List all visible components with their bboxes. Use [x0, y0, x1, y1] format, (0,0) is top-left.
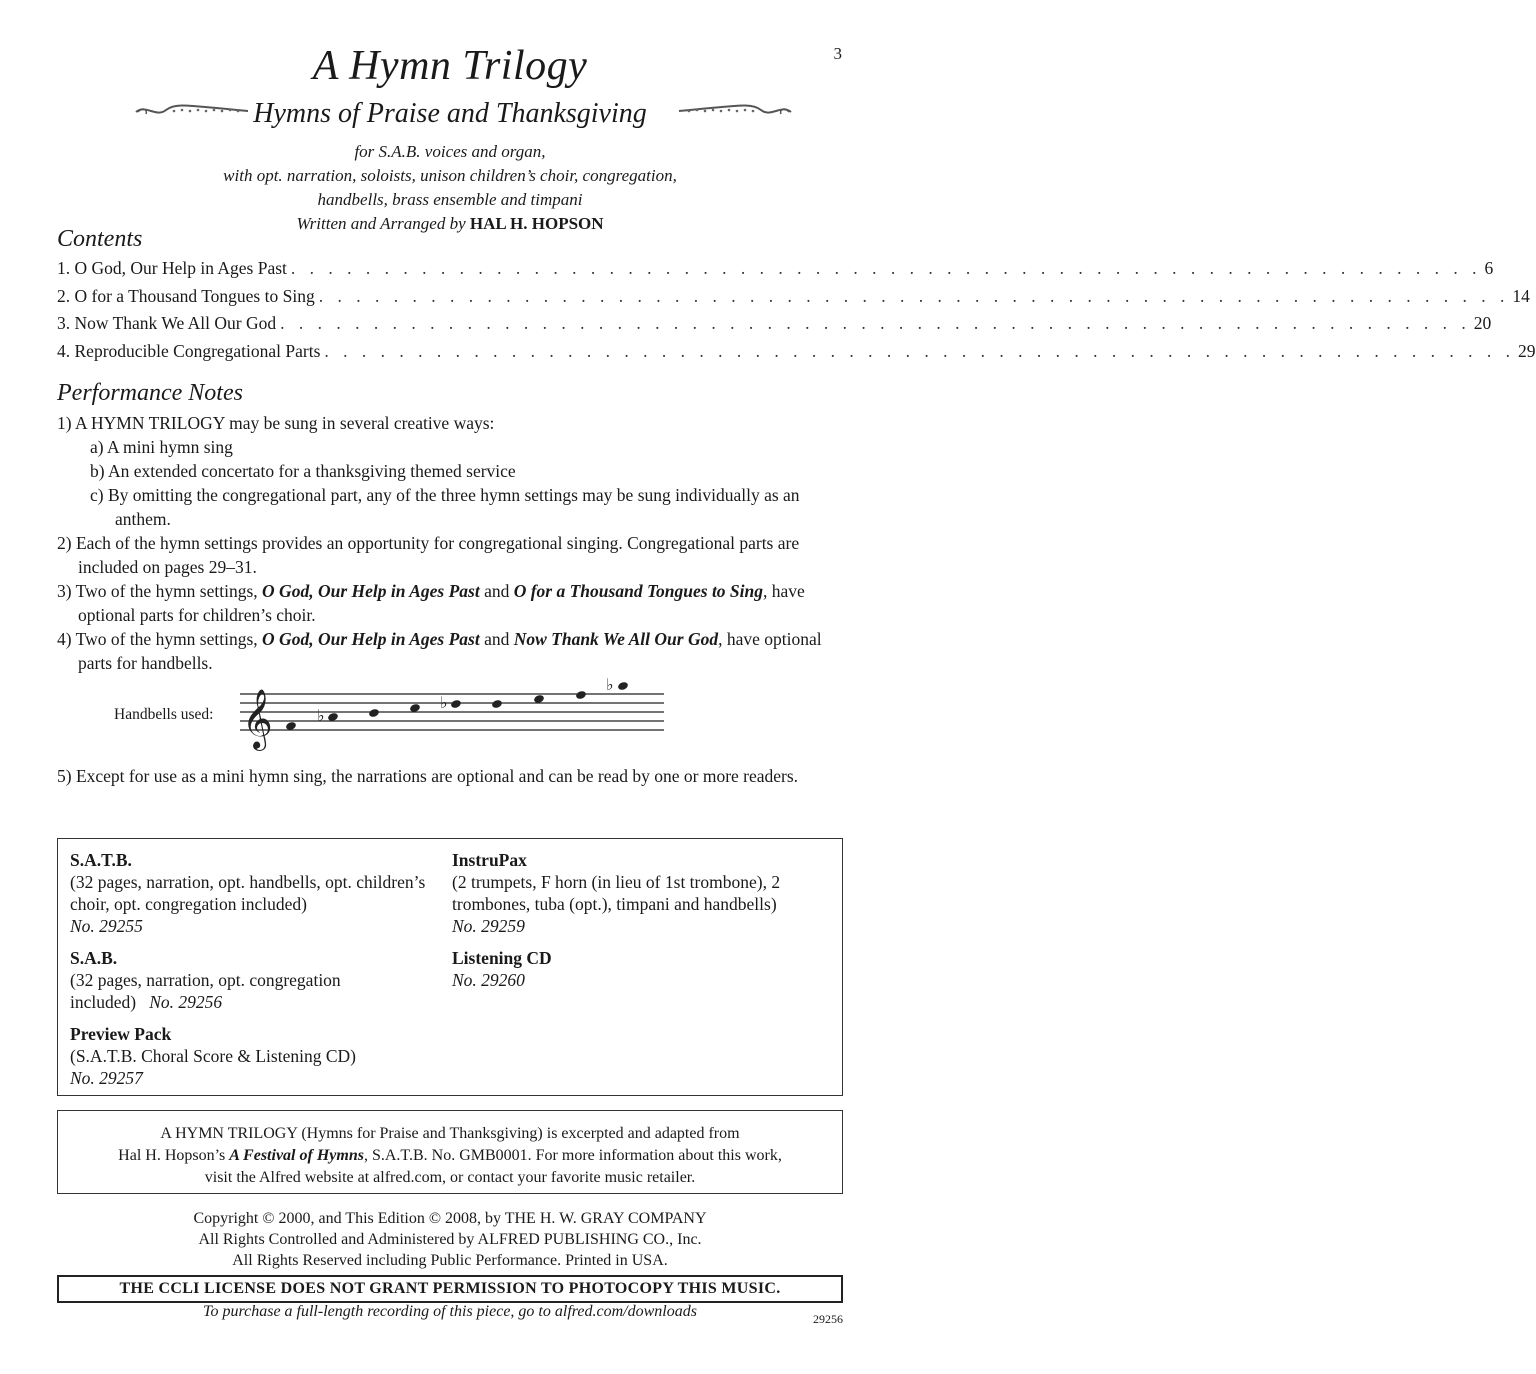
notice-prefix: Hal H. Hopson’s — [118, 1147, 230, 1164]
notice-line-2 — [58, 1145, 842, 1167]
copyright-line-3: All Rights Reserved including Public Performance. Printed in USA. — [232, 1252, 668, 1269]
performance-notes — [57, 411, 847, 675]
ccli-warning: THE CCLI LICENSE DOES NOT GRANT PERMISSION TO PHOTOCOPY THIS MUSIC. — [57, 1275, 843, 1303]
toc-leader: . . . . . . . . . . . . . . . . . . . . . . . . . . . . . . . . . . . . . . . . . . . . . . . . . . . . . . . . . . . . . . . . — [318, 286, 1510, 306]
copyright — [0, 1208, 900, 1271]
edition-number: No. 29255 — [70, 916, 143, 936]
excerpt-notice — [57, 1110, 843, 1194]
note-1a: a) A mini hymn sing — [90, 437, 233, 457]
edition-name: S.A.B. — [70, 948, 118, 968]
toc-row — [57, 283, 1530, 310]
edition-description — [70, 969, 440, 1013]
note-5: 5) Except for use as a mini hymn sing, the narrations are optional and can be read by one or more readers. — [57, 766, 799, 786]
treble-clef-icon: 𝄞 — [242, 689, 273, 749]
edition-number: No. 29259 — [452, 916, 525, 936]
toc-page: 29 — [1518, 341, 1536, 361]
credits-line-1: for S.A.B. voices and organ, — [354, 142, 546, 161]
staff-lines — [240, 694, 664, 730]
note-4-suffix: , have optional parts for handbells. — [78, 629, 822, 673]
note-4-and: and — [479, 629, 514, 649]
edition-name: S.A.T.B. — [70, 850, 132, 870]
catalog-number: 29256 — [813, 1312, 843, 1326]
toc-title: 1. O God, Our Help in Ages Past — [57, 258, 287, 278]
notice-line-3: visit the Alfred website at alfred.com, or contact your favorite music retailer. — [204, 1169, 696, 1186]
page-title: A Hymn Trilogy — [312, 43, 588, 89]
edition-name: Listening CD — [452, 948, 552, 968]
note-4 — [57, 627, 847, 675]
toc-leader: . . . . . . . . . . . . . . . . . . . . . . . . . . . . . . . . . . . . . . . . . . . . . . . . . . . . . . . . . . . . . . . . — [324, 341, 1516, 361]
note-3-title-2: O for a Thousand Tongues to Sing — [513, 581, 764, 601]
edition-number: No. 29260 — [452, 970, 525, 990]
toc-page: 14 — [1512, 286, 1530, 306]
note-1c: c) By omitting the congregational part, any of the three hymn settings may be sung individually as an anthem. — [90, 485, 800, 529]
note-1b: b) An extended concertato for a thanksgiving themed service — [90, 461, 516, 481]
toc-leader: . . . . . . . . . . . . . . . . . . . . . . . . . . . . . . . . . . . . . . . . . . . . . . . . . . . . . . . . . . . . . . . . — [280, 313, 1471, 333]
notice-line-1: A HYMN TRILOGY (Hymns for Praise and Thanksgiving) is excerpted and adapted from — [160, 1125, 740, 1142]
copyright-line-1: Copyright © 2000, and This Edition © 2008, by THE H. W. GRAY COMPANY — [193, 1210, 707, 1227]
toc-leader: . . . . . . . . . . . . . . . . . . . . . . . . . . . . . . . . . . . . . . . . . . . . . . . . . . . . . . . . . . . . . . . . — [290, 258, 1482, 278]
performance-notes-heading: Performance Notes — [57, 380, 243, 406]
credits — [0, 140, 900, 236]
edition-description: (32 pages, narration, opt. handbells, opt. children’s choir, opt. congregation included) — [70, 872, 426, 914]
toc-row — [57, 338, 1536, 365]
edition-description: (2 trumpets, F horn (in lieu of 1st trombone), 2 trombones, tuba (opt.), timpani and handbells) — [452, 872, 781, 914]
edition-name: Preview Pack — [70, 1024, 172, 1044]
page-number: 3 — [833, 44, 842, 63]
note-2: 2) Each of the hymn settings provides an opportunity for congregational singing. Congregational parts are included on pages 29–31. — [57, 533, 800, 577]
note-3 — [57, 579, 847, 627]
note-4-title-1: O God, Our Help in Ages Past — [262, 629, 480, 649]
note-3-suffix: , have optional parts for children’s choir. — [78, 581, 805, 625]
editions-left-column — [70, 849, 440, 1089]
right-ornament-icon — [675, 100, 795, 122]
note-3-and: and — [479, 581, 514, 601]
notice-suffix: , S.A.T.B. No. GMB0001. For more information about this work, — [363, 1147, 782, 1164]
toc-title: 2. O for a Thousand Tongues to Sing — [57, 286, 315, 306]
composer-name: HAL H. HOPSON — [469, 214, 604, 233]
editions-box — [57, 838, 843, 1096]
toc-row — [57, 255, 1494, 282]
purchase-note: To purchase a full-length recording of this piece, go to alfred.com/downloads — [203, 1303, 697, 1320]
credits-prefix: Written and Arranged by — [296, 214, 470, 233]
note-3-prefix: 3) Two of the hymn settings, — [57, 581, 263, 601]
edition-description: (S.A.T.B. Choral Score & Listening CD) — [70, 1046, 356, 1066]
toc-page: 6 — [1484, 258, 1494, 278]
toc-row — [57, 310, 1492, 337]
edition-number: No. 29256 — [149, 992, 223, 1012]
copyright-line-2: All Rights Controlled and Administered by ALFRED PUBLISHING CO., Inc. — [198, 1231, 702, 1248]
note-1: 1) A HYMN TRILOGY may be sung in several creative ways: — [57, 413, 495, 433]
toc-title: 4. Reproducible Congregational Parts — [57, 341, 321, 361]
toc-title: 3. Now Thank We All Our God — [57, 313, 277, 333]
note-3-title-1: O God, Our Help in Ages Past — [262, 581, 480, 601]
edition-name: InstruPax — [452, 850, 527, 870]
flat-icon: ♭ — [606, 675, 614, 694]
edition-number: No. 29257 — [70, 1068, 143, 1088]
festival-title: A Festival of Hymns — [229, 1147, 364, 1164]
credits-line-3: handbells, brass ensemble and timpani — [317, 190, 583, 209]
edition-desc-text: (32 pages, narration, opt. congregation included) — [70, 970, 341, 1012]
toc-page: 20 — [1473, 313, 1492, 333]
handbells-label: Handbells used: — [114, 706, 214, 723]
flat-icon: ♭ — [317, 706, 325, 725]
page-subtitle: Hymns of Praise and Thanksgiving — [253, 98, 647, 129]
flat-icon: ♭ — [440, 693, 448, 712]
note-4-title-2: Now Thank We All Our God — [513, 629, 719, 649]
editions-right-column — [452, 849, 832, 991]
note-4-prefix: 4) Two of the hymn settings, — [57, 629, 263, 649]
credits-line-2: with opt. narration, soloists, unison children’s choir, congregation, — [223, 166, 677, 185]
handbells-staff — [236, 675, 666, 758]
contents-heading: Contents — [57, 226, 143, 252]
